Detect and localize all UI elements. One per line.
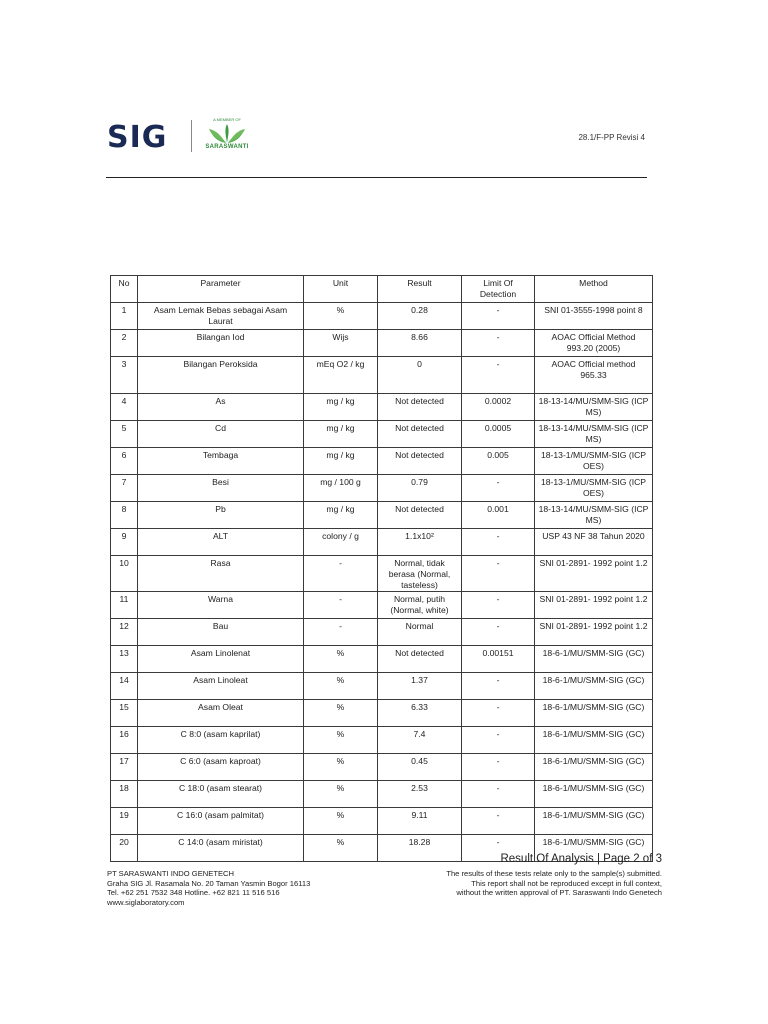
cell-parameter: Tembaga [138,448,304,475]
disclaimer-line: The results of these tests relate only to the sample(s) submitted. [446,869,662,878]
cell-unit: % [304,808,378,835]
cell-unit: - [304,592,378,619]
cell-no: 9 [111,529,138,556]
table-header-row [111,276,653,303]
cell-method: 18-13-14/MU/SMM-SIG (ICP MS) [535,502,653,529]
cell-method: 18-6-1/MU/SMM-SIG (GC) [535,646,653,673]
cell-unit: mg / kg [304,502,378,529]
cell-method: 18-13-1/MU/SMM-SIG (ICP OES) [535,475,653,502]
table-row [111,475,653,502]
cell-limit-of-detection: - [462,754,535,781]
saraswanti-logo [203,117,251,157]
disclaimer-line: without the written approval of PT. Saraswanti Indo Genetech [456,888,662,898]
cell-parameter: Besi [138,475,304,502]
cell-limit-of-detection: - [462,556,535,592]
cell-parameter: ALT [138,529,304,556]
cell-result: Normal [378,619,462,646]
cell-method: 18-6-1/MU/SMM-SIG (GC) [535,700,653,727]
cell-unit: % [304,835,378,862]
cell-no: 18 [111,781,138,808]
table-row [111,357,653,394]
cell-unit: % [304,700,378,727]
cell-no: 8 [111,502,138,529]
cell-result: 0 [378,357,462,394]
table-row [111,619,653,646]
cell-parameter: Warna [138,592,304,619]
cell-no: 1 [111,303,138,330]
cell-result: 1.37 [378,673,462,700]
cell-result: 1.1x10² [378,529,462,556]
cell-no: 14 [111,673,138,700]
table-row [111,700,653,727]
cell-method: 18-6-1/MU/SMM-SIG (GC) [535,835,653,862]
results-table [110,275,653,862]
page-header [107,112,647,157]
cell-unit: mg / kg [304,394,378,421]
cell-unit: % [304,727,378,754]
cell-result: 8.66 [378,330,462,357]
cell-method: 18-13-14/MU/SMM-SIG (ICP MS) [535,421,653,448]
cell-parameter: C 16:0 (asam palmitat) [138,808,304,835]
report-footer [446,852,662,898]
cell-result: 0.28 [378,303,462,330]
cell-result: Not detected [378,394,462,421]
cell-limit-of-detection: - [462,781,535,808]
cell-method: 18-6-1/MU/SMM-SIG (GC) [535,754,653,781]
table-row [111,448,653,475]
cell-parameter: C 6:0 (asam kaproat) [138,754,304,781]
logo-divider [191,120,192,152]
cell-limit-of-detection: - [462,475,535,502]
table-row [111,330,653,357]
cell-unit: % [304,673,378,700]
cell-result: Not detected [378,448,462,475]
cell-parameter: C 8:0 (asam kaprilat) [138,727,304,754]
cell-no: 5 [111,421,138,448]
cell-unit: mg / kg [304,448,378,475]
cell-parameter: Pb [138,502,304,529]
table-row [111,781,653,808]
cell-method: 18-13-1/MU/SMM-SIG (ICP OES) [535,448,653,475]
table-row [111,502,653,529]
cell-limit-of-detection: - [462,700,535,727]
cell-parameter: Rasa [138,556,304,592]
cell-result: Not detected [378,502,462,529]
cell-result: Not detected [378,421,462,448]
cell-limit-of-detection: - [462,529,535,556]
cell-limit-of-detection: 0.005 [462,448,535,475]
cell-method: 18-6-1/MU/SMM-SIG (GC) [535,727,653,754]
cell-limit-of-detection: - [462,357,535,394]
cell-unit: - [304,619,378,646]
cell-method: AOAC Official method 965.33 [535,357,653,394]
column-header: Limit Of Detection [462,276,535,303]
cell-result: Not detected [378,646,462,673]
table-row [111,754,653,781]
cell-no: 3 [111,357,138,394]
column-header: Parameter [138,276,304,303]
cell-unit: mEq O2 / kg [304,357,378,394]
cell-method: USP 43 NF 38 Tahun 2020 [535,529,653,556]
cell-no: 10 [111,556,138,592]
cell-result: 7.4 [378,727,462,754]
column-header: Unit [304,276,378,303]
table-row [111,529,653,556]
cell-limit-of-detection: - [462,835,535,862]
sig-logo: SIG [107,120,168,155]
cell-limit-of-detection: - [462,727,535,754]
cell-parameter: Cd [138,421,304,448]
company-name: PT SARASWANTI INDO GENETECH [107,869,234,878]
cell-result: 18.28 [378,835,462,862]
cell-method: AOAC Official Method 993.20 (2005) [535,330,653,357]
cell-no: 11 [111,592,138,619]
table-row [111,303,653,330]
table-row [111,727,653,754]
cell-method: 18-6-1/MU/SMM-SIG (GC) [535,781,653,808]
table-row [111,592,653,619]
cell-parameter: Bau [138,619,304,646]
cell-no: 6 [111,448,138,475]
cell-no: 13 [111,646,138,673]
disclaimer-line: This report shall not be reproduced except in full context, [471,878,662,888]
cell-method: 18-6-1/MU/SMM-SIG (GC) [535,808,653,835]
cell-no: 12 [111,619,138,646]
cell-limit-of-detection: 0.001 [462,502,535,529]
company-website[interactable]: www.siglaboratory.com [107,897,185,907]
member-of-label: A MEMBER OF [213,117,241,122]
company-info [107,869,310,907]
cell-unit: % [304,781,378,808]
cell-limit-of-detection: - [462,330,535,357]
document-code: 28.1/F-PP Revisi 4 [578,133,645,142]
cell-unit: % [304,646,378,673]
page-indicator: Result Of Analysis | Page 2 of 3 [500,853,662,865]
column-header: No [111,276,138,303]
cell-parameter: Asam Oleat [138,700,304,727]
cell-no: 2 [111,330,138,357]
cell-limit-of-detection: 0.0005 [462,421,535,448]
cell-no: 16 [111,727,138,754]
cell-unit: % [304,754,378,781]
cell-parameter: As [138,394,304,421]
table-row [111,673,653,700]
cell-unit: % [304,303,378,330]
cell-result: 2.53 [378,781,462,808]
cell-no: 17 [111,754,138,781]
cell-result: Normal, putih (Normal, white) [378,592,462,619]
company-address: Graha SIG Jl. Rasamala No. 20 Taman Yasmin Bogor 16113 [107,878,311,888]
cell-result: 0.45 [378,754,462,781]
cell-limit-of-detection: - [462,673,535,700]
cell-no: 15 [111,700,138,727]
cell-limit-of-detection: 0.0002 [462,394,535,421]
column-header: Result [378,276,462,303]
cell-parameter: Bilangan Iod [138,330,304,357]
cell-no: 7 [111,475,138,502]
cell-result: 6.33 [378,700,462,727]
table-row [111,808,653,835]
cell-unit: Wijs [304,330,378,357]
cell-result: 0.79 [378,475,462,502]
cell-limit-of-detection: - [462,592,535,619]
cell-result: Normal, tidak berasa (Normal, tasteless) [378,556,462,592]
cell-unit: mg / kg [304,421,378,448]
cell-parameter: C 18:0 (asam stearat) [138,781,304,808]
table-row [111,646,653,673]
cell-method: SNI 01-3555-1998 point 8 [535,303,653,330]
cell-method: 18-6-1/MU/SMM-SIG (GC) [535,673,653,700]
cell-method: SNI 01-2891- 1992 point 1.2 [535,556,653,592]
cell-unit: colony / g [304,529,378,556]
cell-method: SNI 01-2891- 1992 point 1.2 [535,619,653,646]
table-row [111,394,653,421]
cell-limit-of-detection: 0.00151 [462,646,535,673]
cell-parameter: Asam Linolenat [138,646,304,673]
cell-result: 9.11 [378,808,462,835]
cell-unit: - [304,556,378,592]
cell-unit: mg / 100 g [304,475,378,502]
cell-method: 18-13-14/MU/SMM-SIG (ICP MS) [535,394,653,421]
cell-parameter: Bilangan Peroksida [138,357,304,394]
cell-parameter: Asam Linoleat [138,673,304,700]
cell-limit-of-detection: - [462,303,535,330]
cell-no: 19 [111,808,138,835]
saraswanti-name: SARASWANTI [205,144,249,150]
column-header: Method [535,276,653,303]
cell-limit-of-detection: - [462,619,535,646]
cell-no: 20 [111,835,138,862]
cell-limit-of-detection: - [462,808,535,835]
leaf-icon [207,122,247,144]
cell-parameter: Asam Lemak Bebas sebagai Asam Laurat [138,303,304,330]
table-row [111,556,653,592]
company-phone: Tel. +62 251 7532 348 Hotline. +62 821 11 516 516 [107,888,280,898]
cell-method: SNI 01-2891- 1992 point 1.2 [535,592,653,619]
cell-parameter: C 14:0 (asam miristat) [138,835,304,862]
header-divider [106,177,647,178]
table-row [111,421,653,448]
cell-no: 4 [111,394,138,421]
